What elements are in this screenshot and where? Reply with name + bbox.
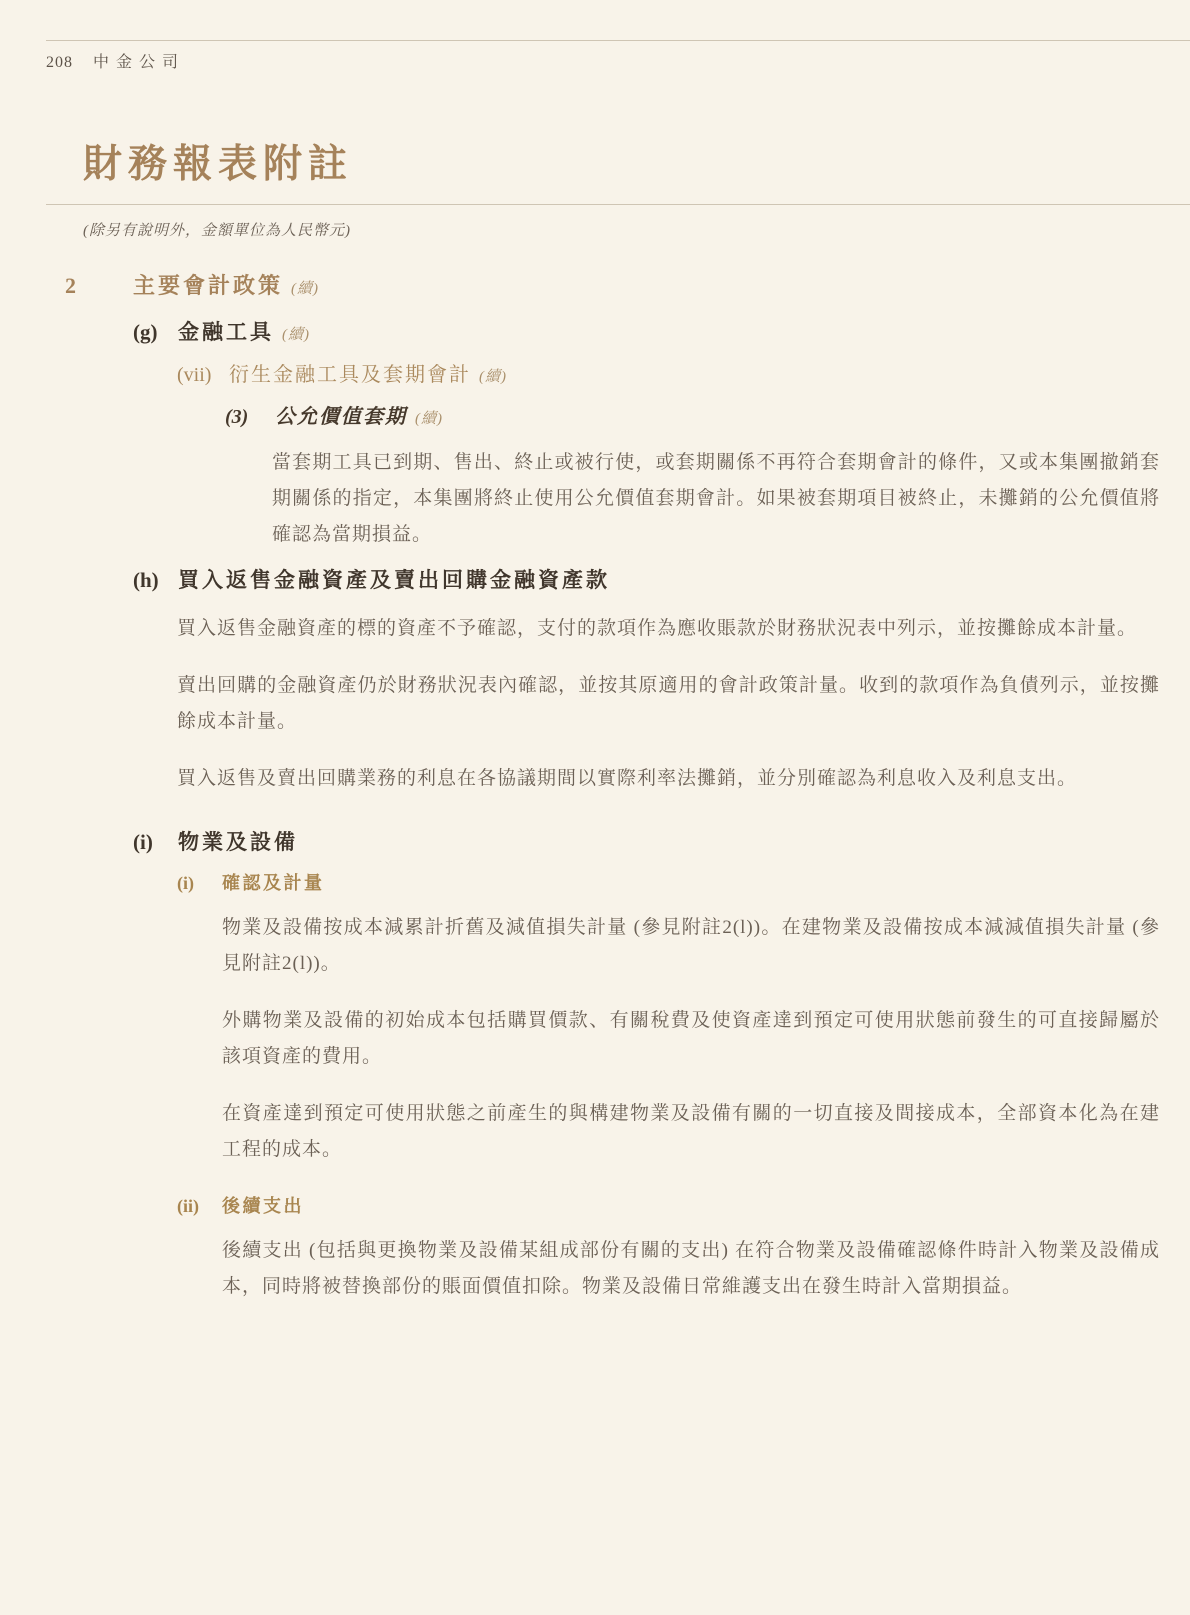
continued-label: (續)	[479, 369, 507, 385]
recognition-measurement-title: 確認及計量	[222, 873, 325, 893]
item-3-heading	[225, 403, 1160, 433]
title-rule	[46, 204, 1190, 205]
subsection-vii-title	[229, 361, 507, 391]
recognition-paragraph-3: 在資產達到預定可使用狀態之前產生的與構建物業及設備有關的一切直接及間接成本，全部資本化為在建工程的成本。	[222, 1103, 1160, 1160]
page-header	[46, 52, 1160, 74]
page-number: 208	[46, 54, 73, 71]
recognition-paragraph-1: 物業及設備按成本減累計折舊及減值損失計量 (參見附註2(l))。在建物業及設備按成本減減值損失計量 (參見附註2(l))。	[222, 917, 1160, 974]
currency-note: (除另有說明外，金額單位為人民幣元)	[83, 223, 351, 239]
continued-label: (續)	[291, 281, 320, 297]
subsection-g-number: (g)	[133, 320, 158, 344]
subsection-h-paragraph-3: 買入返售及賣出回購業務的利息在各協議期間以實際利率法攤銷，並分別確認為利息收入及利息支出。	[177, 768, 1078, 789]
section-2-number: 2	[65, 273, 76, 298]
subsection-vii-title-text: 衍生金融工具及套期會計	[229, 364, 471, 386]
subsection-h-number: (h)	[133, 568, 159, 592]
subsequent-expenditure-title: 後續支出	[222, 1196, 304, 1216]
continued-label: (續)	[415, 411, 443, 427]
item-3-title	[275, 403, 443, 433]
company-name: 中金公司	[93, 54, 186, 71]
subsection-g-title	[178, 317, 310, 350]
subsection-vii-number: (vii)	[177, 364, 212, 386]
recognition-measurement-heading	[177, 870, 1160, 896]
subsection-h-paragraph-1: 買入返售金融資產的標的資產不予確認，支付的款項作為應收賬款於財務狀況表中列示，並按攤餘成本計量。	[177, 618, 1138, 639]
continued-label: (續)	[282, 327, 310, 343]
subsection-h-title: 買入返售金融資產及賣出回購金融資產款	[178, 568, 610, 592]
item-3-number: (3)	[225, 406, 249, 428]
section-2-heading	[65, 271, 1160, 304]
document-title: 財務報表附註	[83, 143, 354, 186]
subsequent-expenditure-number: (ii)	[177, 1196, 199, 1216]
subsection-i-number: (i)	[133, 830, 153, 854]
subsection-i-title: 物業及設備	[178, 830, 298, 854]
header-rule	[46, 40, 1190, 41]
recognition-paragraph-2: 外購物業及設備的初始成本包括購買價款、有關稅費及使資產達到預定可使用狀態前發生的可直接歸屬於該項資產的費用。	[222, 1010, 1160, 1067]
item-3-title-text: 公允價值套期	[275, 406, 407, 428]
section-2-title-text: 主要會計政策	[133, 273, 284, 298]
subsection-g-title-text: 金融工具	[178, 320, 274, 344]
subsequent-expenditure-paragraph: 後續支出 (包括與更換物業及設備某組成部份有關的支出) 在符合物業及設備確認條件時計入物業及設備成本，同時將被替換部份的賬面價值扣除。物業及設備日常維護支出在發生時計入當期損益。	[222, 1240, 1160, 1297]
subsequent-expenditure-heading	[177, 1193, 1160, 1219]
subsection-g-heading	[133, 317, 1160, 350]
recognition-measurement-number: (i)	[177, 873, 194, 893]
item-3-paragraph: 當套期工具已到期、售出、終止或被行使，或套期關係不再符合套期會計的條件，又或本集團撤銷套期關係的指定，本集團將終止使用公允價值套期會計。如果被套期項目被終止，未攤銷的公允價值將確認為當期損益。	[272, 452, 1160, 545]
subsection-h-heading	[133, 565, 1160, 595]
subsection-h-paragraph-2: 賣出回購的金融資產仍於財務狀況表內確認，並按其原適用的會計政策計量。收到的款項作為負債列示，並按攤餘成本計量。	[177, 675, 1160, 732]
subsection-vii-heading	[177, 361, 1160, 391]
subsection-i-heading	[133, 827, 1160, 857]
section-2-title	[133, 271, 319, 304]
